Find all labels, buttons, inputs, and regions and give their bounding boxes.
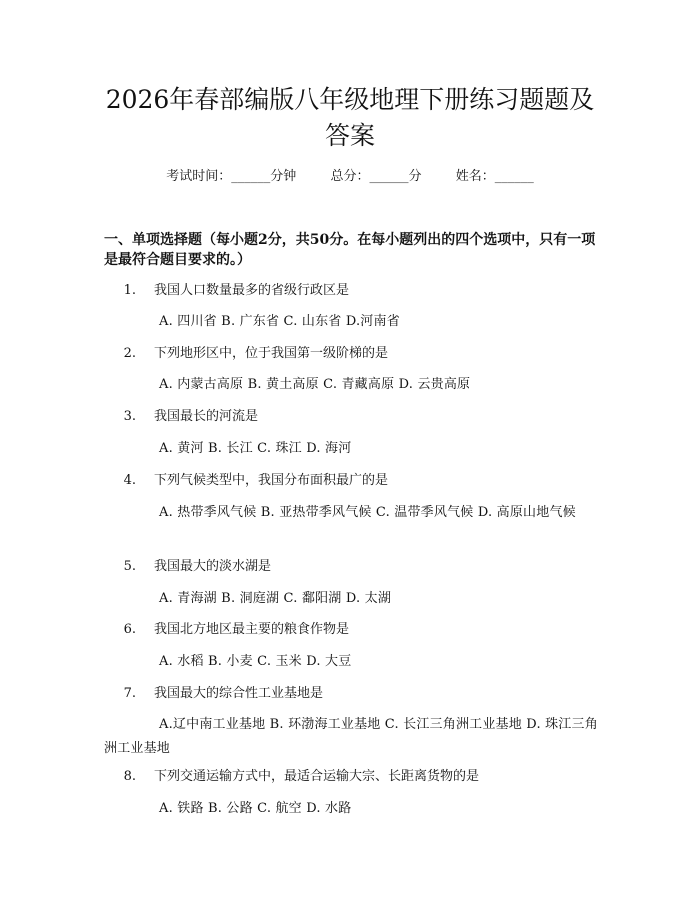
- total-score-field: 总分：______分: [330, 169, 422, 184]
- question-text: 我国最长的河流是: [154, 409, 259, 424]
- question-2: [104, 344, 604, 364]
- question-6-options: A. 水稻 B. 小麦 C. 玉米 D. 大豆: [159, 654, 352, 669]
- question-number: 8.: [123, 769, 136, 784]
- question-number: 3.: [123, 409, 136, 424]
- question-2-options: A. 内蒙古高原 B. 黄土高原 C. 青藏高原 D. 云贵高原: [159, 377, 471, 392]
- question-8-options: A. 铁路 B. 公路 C. 航空 D. 水路: [159, 801, 352, 816]
- question-text: 下列交通运输方式中，最适合运输大宗、长距离货物的是: [154, 769, 480, 784]
- question-5-options: A. 青海湖 B. 洞庭湖 C. 鄱阳湖 D. 太湖: [159, 591, 392, 606]
- question-text: 我国最大的综合性工业基地是: [154, 686, 324, 701]
- question-1: [104, 281, 604, 301]
- question-3: [104, 407, 604, 427]
- question-7-options: A.辽中南工业基地 B. 环渤海工业基地 C. 长江三角洲工业基地 D. 珠江三角洲工业基地: [104, 717, 598, 756]
- question-text: 我国最大的淡水湖是: [154, 559, 272, 574]
- question-5: [104, 557, 604, 577]
- student-name-field: 姓名：______: [455, 169, 534, 184]
- exam-meta: [0, 168, 700, 186]
- page-title: 2026年春部编版八年级地理下册练习题题及答案: [105, 85, 595, 150]
- question-text: 我国人口数量最多的省级行政区是: [154, 283, 350, 298]
- question-text: 下列地形区中，位于我国第一级阶梯的是: [154, 346, 389, 361]
- question-3-options: A. 黄河 B. 长江 C. 珠江 D. 海河: [159, 441, 352, 456]
- question-number: 1.: [123, 283, 136, 298]
- section-title: 一、单项选择题（每小题2分，共50分。在每小题列出的四个选项中，只有一项是最符合题目要求的。）: [104, 232, 596, 268]
- question-4: [104, 471, 604, 491]
- question-6: [104, 620, 604, 640]
- question-number: 7.: [123, 686, 136, 701]
- question-text: 我国北方地区最主要的粮食作物是: [154, 622, 350, 637]
- question-7: [104, 684, 604, 704]
- exam-time-field: 考试时间：______分钟: [166, 169, 297, 184]
- question-number: 2.: [123, 346, 136, 361]
- question-number: 5.: [123, 559, 136, 574]
- question-8: [104, 767, 604, 787]
- question-number: 4.: [123, 473, 136, 488]
- question-4-options: A. 热带季风气候 B. 亚热带季风气候 C. 温带季风气候 D. 高原山地气候: [159, 505, 576, 520]
- question-number: 6.: [123, 622, 136, 637]
- question-text: 下列气候类型中，我国分布面积最广的是: [154, 473, 389, 488]
- question-1-options: A. 四川省 B. 广东省 C. 山东省 D.河南省: [159, 314, 400, 329]
